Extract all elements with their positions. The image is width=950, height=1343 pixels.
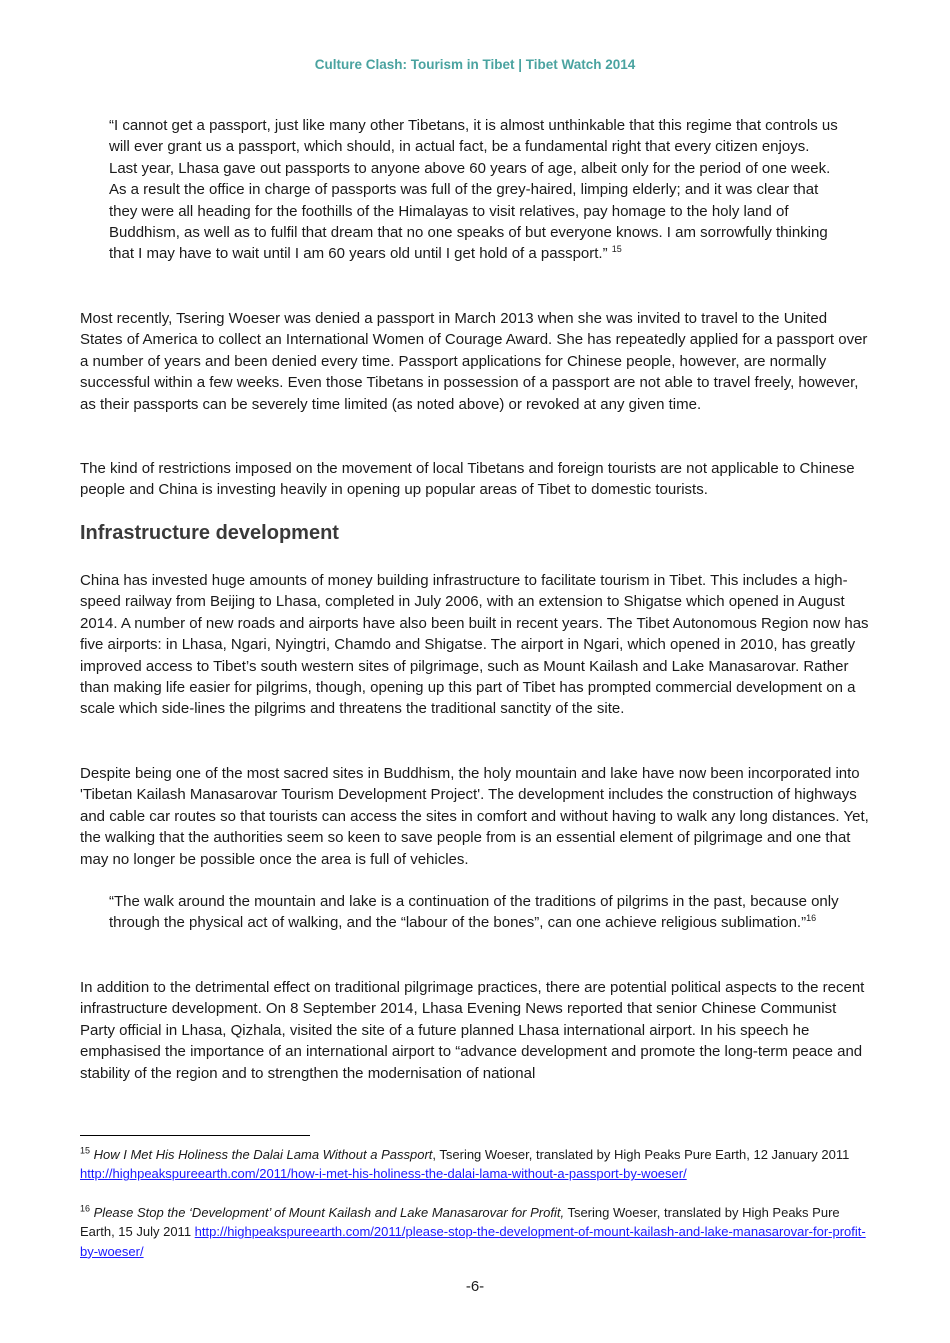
footnote-15-details: , Tsering Woeser, translated by High Peaks Pure Earth, 12 January 2011: [432, 1147, 850, 1162]
page-number: -6-: [465, 1278, 485, 1295]
paragraph-political-aspects: In addition to the detrimental effect on traditional pilgrimage practices, there are potential political aspects to the recent infrastructure development. On 8 September 2014, Lhasa Evening News reported that senior Chinese Communist Party official in Lhasa, Qizhala, visited the site of a future planned Lhasa international airport. In his speech he emphasised the importance of an international airport to “advance development and promote the long-term peace and stability of the region and to strengthen the modernisation of national: [80, 979, 865, 1082]
footnote-15-number: 15: [80, 1145, 91, 1156]
footnote-ref-15[interactable]: 15: [611, 244, 622, 255]
footnote-16-link[interactable]: http://highpeakspureearth.com/2011/please-stop-the-development-of-mount-kailash-and-lake-manasarovar-for-profit-by-woeser/: [80, 1224, 866, 1259]
running-header: Culture Clash: Tourism in Tibet | Tibet Watch 2014: [314, 57, 636, 72]
paragraph-passport-denied: Most recently, Tsering Woeser was denied a passport in March 2013 when she was invited to travel to the United States of America to collect an International Women of Courage Award. She has repeatedly applied for a passport over a number of years and been denied every time. Passport applications for Chinese people, however, are normally successful within a few weeks. Even those Tibetans in possession of a passport are not able to travel freely, however, as their passports can be severely time limited (as noted above) or revoked at any given time.: [80, 310, 868, 413]
footnote-16-title: Please Stop the ‘Development’ of Mount Kailash and Lake Manasarovar for Profit,: [93, 1205, 565, 1220]
paragraph-infrastructure: China has invested huge amounts of money building infrastructure to facilitate tourism in Tibet. This includes a high-speed railway from Beijing to Lhasa, completed in July 2006, with an extension to Shigatse which opened in August 2014. A number of new roads and airports have also been built in recent years. The Tibet Autonomous Region now has five airports: in Lhasa, Ngari, Nyingtri, Chamdo and Shigatse. The airport in Ngari, which opened in 2010, has greatly improved access to Tibet’s south western sites of pilgrimage, such as Mount Kailash and Lake Manasarovar. Rather than making life easier for pilgrims, though, opening up this part of Tibet has prompted commercial development on a scale which side-lines the pilgrims and threatens the traditional sanctity of the site.: [80, 572, 869, 718]
footnote-15-link[interactable]: http://highpeakspureearth.com/2011/how-i-met-his-holiness-the-dalai-lama-without-a-passport-by-woeser/: [80, 1166, 687, 1182]
quote-1-text: “I cannot get a passport, just like many other Tibetans, it is almost unthinkable that this regime that controls us will ever grant us a passport, which should, in actual fact, be a fundamental right that every citizen enjoys. Last year, Lhasa gave out passports to anyone above 60 years of age, albeit only for the period of one week. As a result the office in charge of passports was full of the grey-haired, limping elderly; and it was clear that they were all heading for the foothills of the Himalayas to visit relatives, pay homage to the holy land of Buddhism, as well as to fulfil that dream that no one speaks of but everyone knows. I am sorrowfully thinking that I may have to wait until I am 60 years old until I get hold of a passport.”: [109, 117, 838, 263]
block-quote-2: [109, 891, 839, 934]
footnote-ref-16[interactable]: 16: [806, 913, 817, 924]
footnote-separator: [80, 1135, 310, 1136]
footnote-16-details: Tsering Woeser, translated by High Peaks Pure Earth, 15 July 2011: [80, 1205, 840, 1240]
block-quote-1: [109, 115, 839, 265]
footnote-15-title: How I Met His Holiness the Dalai Lama Without a Passport: [93, 1147, 433, 1162]
paragraph-sacred-sites: Despite being one of the most sacred sites in Buddhism, the holy mountain and lake have now been incorporated into 'Tibetan Kailash Manasarovar Tourism Development Project'. The development includes the construction of highways and cable car routes so that tourists can access the sites in comfort and without having to walk any long distances. Yet, the walking that the authorities seem so keen to save people from is an essential element of pilgrimage and one that may no longer be possible once the area is full of vehicles.: [80, 765, 869, 868]
paragraph-restrictions: The kind of restrictions imposed on the movement of local Tibetans and foreign tourists are not applicable to Chinese people and China is investing heavily in opening up popular areas of Tibet to domestic tourists.: [80, 460, 855, 499]
footnote-15: [80, 1145, 870, 1184]
footnote-16: [80, 1203, 870, 1261]
quote-2-text: “The walk around the mountain and lake is a continuation of the traditions of pilgrims in the past, because only through the physical act of walking, and the “labour of the bones”, can one achieve religious sublimation.”: [109, 893, 839, 932]
section-heading: Infrastructure development: [80, 522, 339, 544]
footnote-16-number: 16: [80, 1203, 91, 1214]
